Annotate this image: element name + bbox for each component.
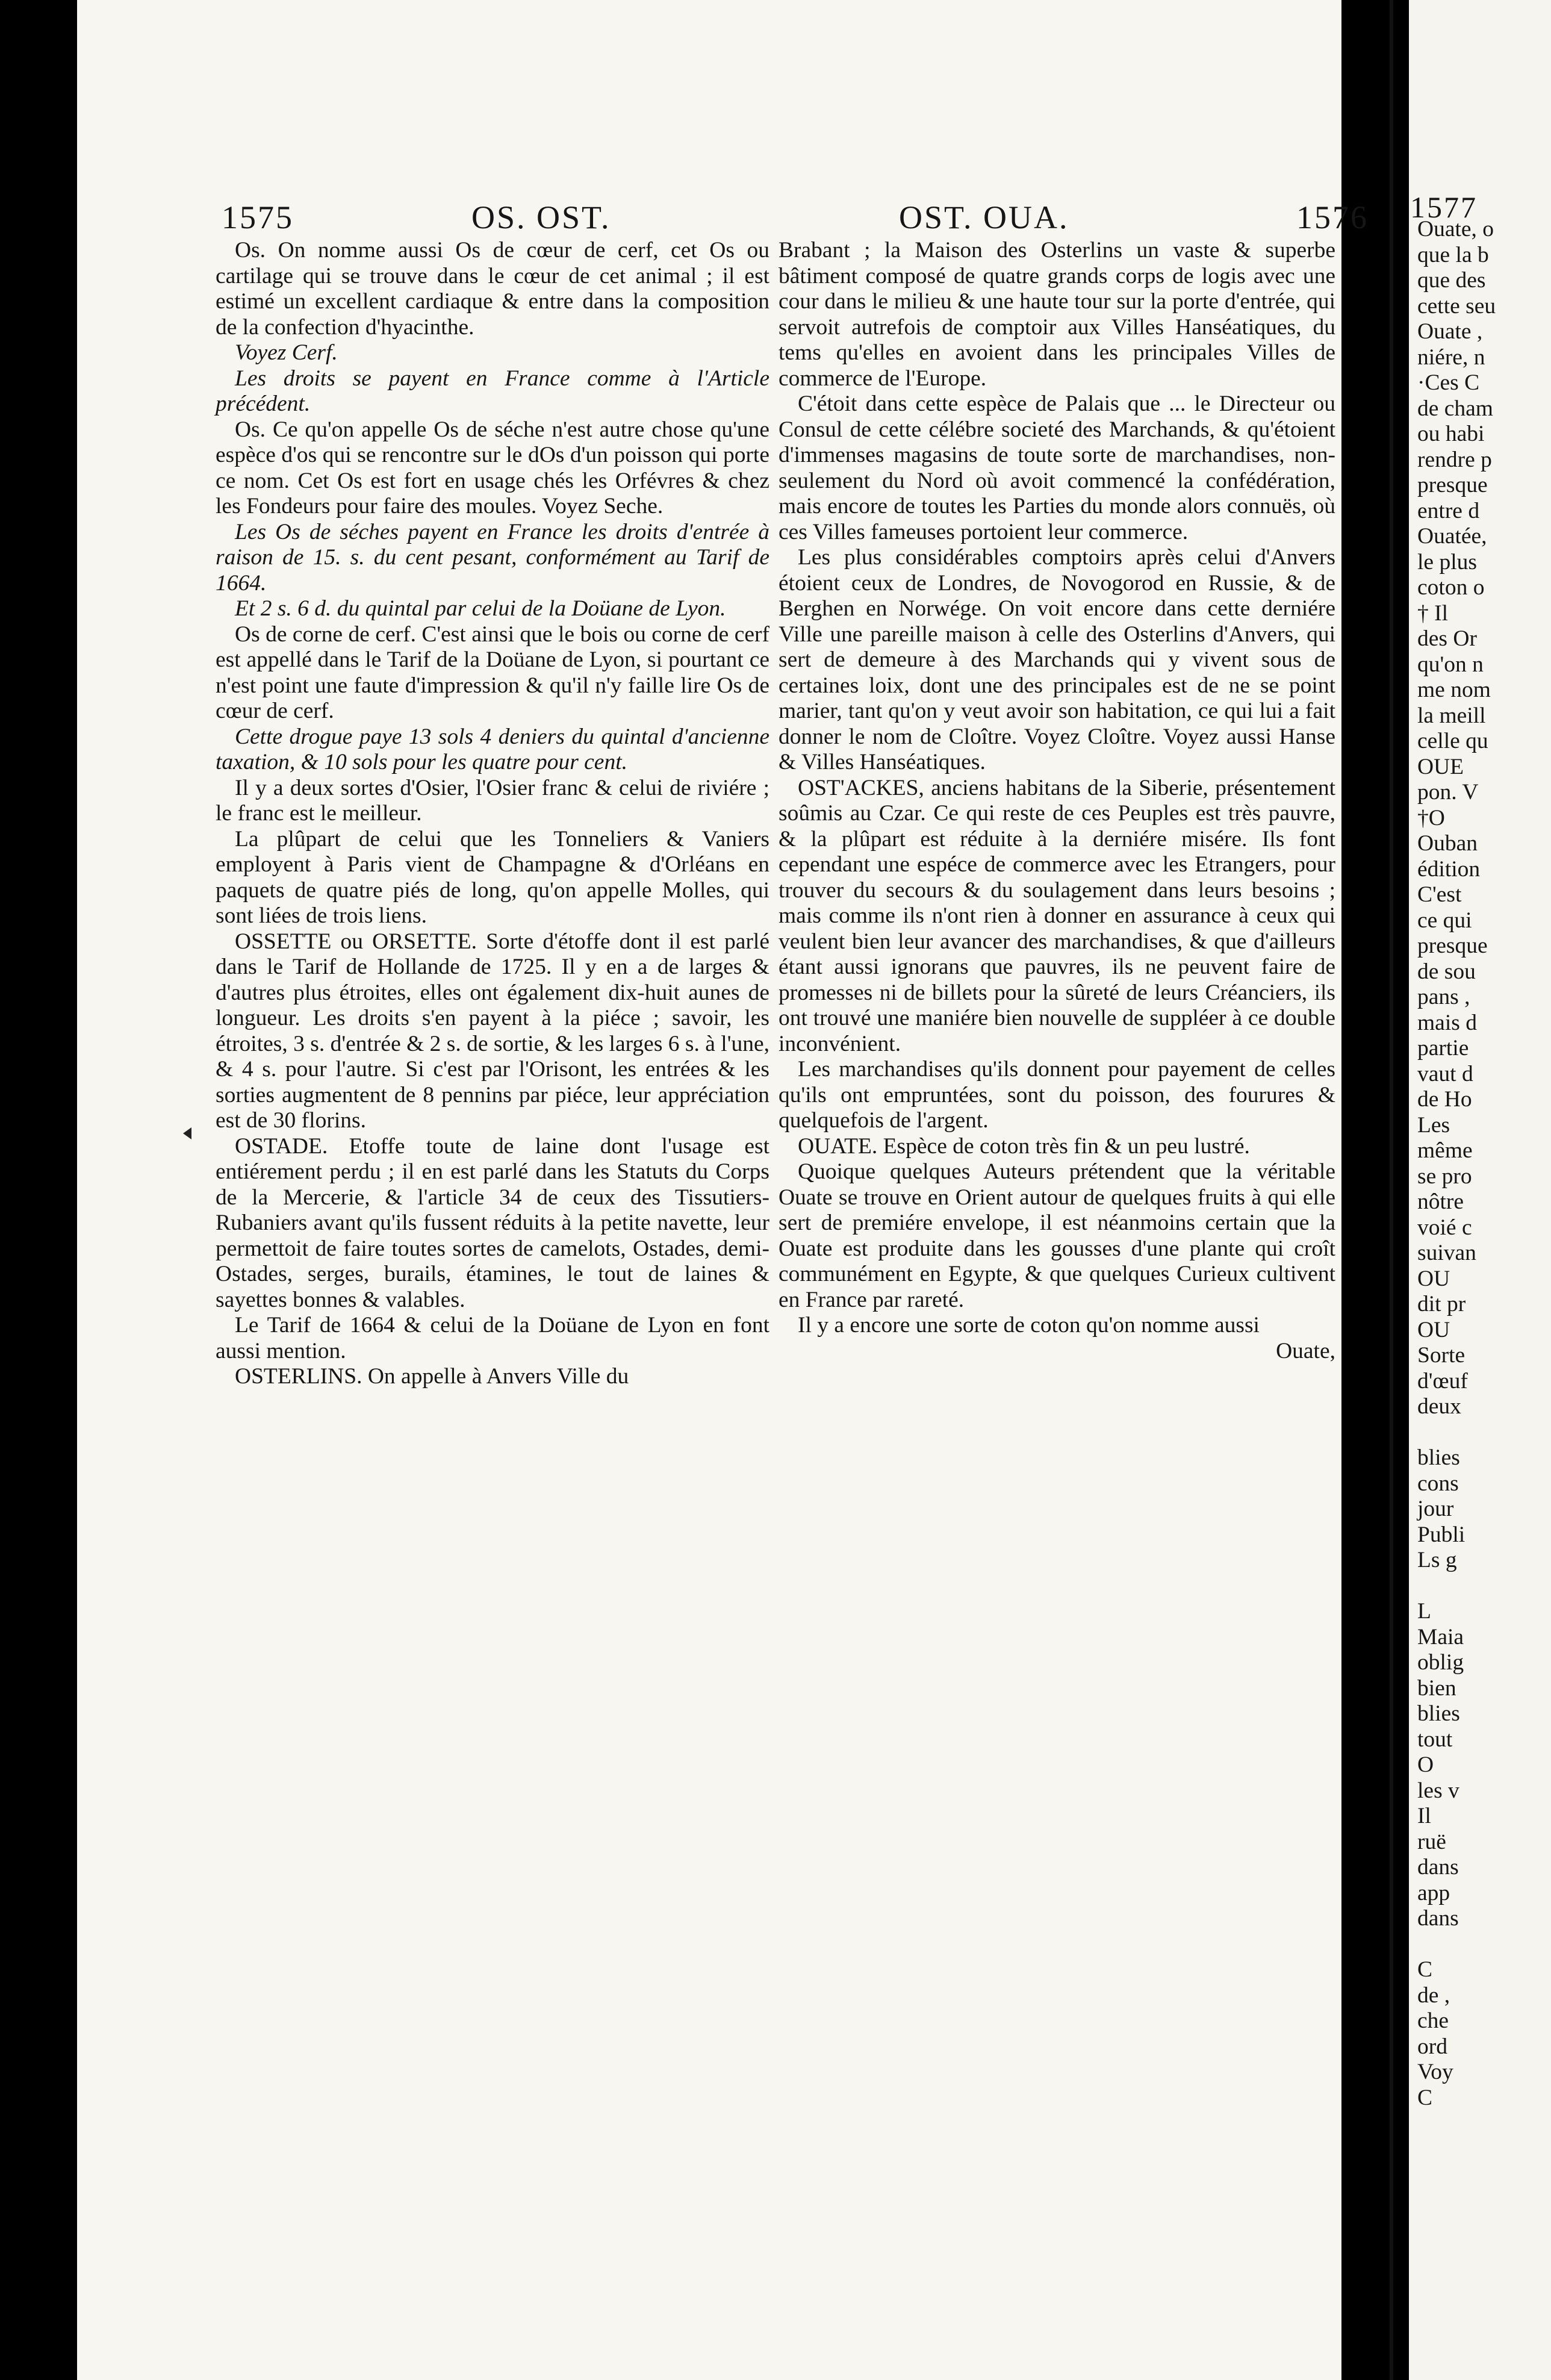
fragment-line: de sou — [1417, 959, 1476, 984]
entry-paragraph: OSSETTE ou ORSETTE. Sorte d'étoffe dont il est parlé dans le Tarif de Hollande de 1725. Il y en a de larges & d'autres plus étroites, elles ont également dix-huit aunes de longueur. Les droits s'en payent à la piéce ; savoir, les étroites, 3 s. d'entrée & 2 s. de sortie, & les larges 6 s. à l'une, & 4 s. pour l'autre. Si c'est par l'Orisont, les entrées & les sorties augmentent de 8 pennins par piéce, leur appréciation est de 30 florins. — [216, 929, 769, 1133]
fragment-line: suivan — [1417, 1241, 1476, 1265]
entry-paragraph: Il y a encore une sorte de coton qu'on nomme aussi — [798, 1313, 1260, 1338]
fragment-line: mais d — [1417, 1010, 1477, 1035]
fragment-line: se pro — [1417, 1164, 1472, 1189]
fragment-line: bien — [1417, 1675, 1456, 1701]
fragment-line: dans — [1417, 1906, 1459, 1931]
fragment-line: pans , — [1417, 985, 1470, 1009]
fragment-line: ·Ces C — [1417, 370, 1480, 395]
fragment-line: cons — [1417, 1471, 1459, 1496]
cross-reference: Voyez Cerf. — [235, 340, 338, 365]
fragment-line: Sorte — [1417, 1343, 1466, 1368]
fragment-line: O — [1417, 1752, 1434, 1777]
fragment-lines — [1417, 217, 1538, 2111]
entry-paragraph: OSTERLINS. On appelle à Anvers Ville du — [235, 1364, 629, 1389]
fragment-line: † Il — [1417, 600, 1449, 626]
catchword: Ouate, — [1276, 1338, 1335, 1363]
fragment-line: blies — [1417, 1701, 1460, 1726]
entry-paragraph: OSTADE. Etoffe toute de laine dont l'usage est entiérement perdu ; il en est parlé dans les Statuts du Corps de la Mercerie, & l'article 34 de ceux des Tissutiers-Rubaniers avant qu'ils fussent réduits à la petite navette, leur permettoit de faire toutes sortes de camelots, Ostades, demi-Ostades, serges, burails, étamines, le tout de laines & sayettes bonnes & valables. — [216, 1133, 769, 1312]
entry-paragraph: La plûpart de celui que les Tonneliers & Vaniers employent à Paris vient de Champagne & d'Orléans en paquets de quatre piés de long, qu'on appelle Molles, qui sont liées de trois liens. — [216, 826, 769, 928]
fragment-line: de Ho — [1417, 1087, 1472, 1112]
fragment-line: celle qu — [1417, 729, 1488, 753]
fragment-line: Voy — [1417, 2060, 1453, 2084]
fragment-line: blies — [1417, 1445, 1460, 1470]
left-page-number: 1575 — [222, 199, 294, 235]
fragment-line: ord — [1417, 2034, 1447, 2059]
fragment-line: che — [1417, 2008, 1449, 2033]
fragment-line: des Or — [1417, 626, 1477, 651]
fragment-line — [1417, 1932, 1538, 1958]
entry-paragraph: C'étoit dans cette espèce de Palais que ... le Directeur ou Consul de cette célébre societé des Marchands, & qu'étoient d'immenses magasins de toute sorte de marchandises, non-seulement du Nord où avoit commencé la confédération, mais encore de toutes les Parties du monde alors connuës, où ces Villes fameuses portoient leur commerce. — [779, 391, 1335, 544]
fragment-line: Ouban — [1417, 831, 1478, 856]
fragment-line: C'est — [1417, 882, 1462, 907]
fragment-line: Ouatée, — [1417, 524, 1487, 549]
fragment-line: vaut d — [1417, 1061, 1473, 1086]
fragment-line: tout — [1417, 1727, 1453, 1752]
fragment-line: OU — [1417, 1266, 1450, 1291]
duty-note: Cette drogue paye 13 sols 4 deniers du quintal d'ancienne taxation, & 10 sols pour les quatre pour cent. — [216, 724, 769, 774]
book-page — [77, 0, 1369, 2380]
entry-paragraph: Os. Ce qu'on appelle Os de séche n'est autre chose qu'une espèce d'os qui se rencontre sur le dOs d'un poisson qui porte ce nom. Cet Os est fort en usage chés les Orfévres & chez les Fondeurs pour faire des moules. Voyez Seche. — [216, 417, 769, 519]
fragment-line: les v — [1417, 1778, 1459, 1803]
right-column — [779, 238, 1335, 1364]
entry-paragraph: OST'ACKES, anciens habitans de la Siberie, présentement soûmis au Czar. Ce qui reste de ces Peuples est très pauvre, & la plûpart est réduite à la derniére misére. Ils font cependant une espéce de commerce avec les Etrangers, pour trouver du secours & du soulagement dans leurs besoins ; mais comme ils n'ont rien à donner en assurance à ceux qui veulent bien leur avancer des marchandises, & que d'ailleurs étant aussi ignorans que pauvres, ils ne peuvent faire de promesses ni de billets pour la sûreté de leurs Créanciers, ils ont trouvé une maniére bien nouvelle de suppléer à ce double inconvénient. — [779, 775, 1335, 1056]
fragment-line: nôtre — [1417, 1189, 1464, 1214]
entry-paragraph: Os. On nomme aussi Os de cœur de cerf, cet Os ou cartilage qui se trouve dans le cœur de cet animal ; il est estimé un excellent cardiaque & entre dans la composition de la confection d'hyacinthe. — [216, 238, 769, 340]
entry-paragraph: Quoique quelques Auteurs prétendent que la véritable Ouate se trouve en Orient autour de quelques fruits à qui elle sert de premiére envelope, il est néanmoins certain que la Ouate est produite dans les gousses d'une plante qui croît communément en Egypte, & que quelques Curieux cultivent en France par rareté. — [779, 1159, 1335, 1312]
fragment-line: que des — [1417, 268, 1486, 293]
fragment-line: jour — [1417, 1497, 1454, 1521]
left-column — [216, 238, 769, 1390]
fragment-line: niére, n — [1417, 344, 1485, 370]
fragment-line: d'œuf — [1417, 1368, 1468, 1394]
fragment-line: me nom — [1417, 678, 1491, 702]
fragment-line: qu'on n — [1417, 652, 1484, 677]
entry-paragraph: Les marchandises qu'ils donnent pour payement de celles qu'ils ont empruntées, sont du poisson, des fourures & quelquefois de l'argent. — [779, 1057, 1335, 1133]
fragment-line: ruë — [1417, 1829, 1446, 1854]
fragment-line: le plus — [1417, 549, 1477, 575]
next-page-fragment — [1409, 0, 1551, 2380]
fragment-line: que la b — [1417, 242, 1489, 267]
fragment-line: entre d — [1417, 498, 1480, 523]
fragment-line: C — [1417, 1957, 1433, 1982]
entry-paragraph: Le Tarif de 1664 & celui de la Doüane de Lyon en font aussi mention. — [216, 1313, 769, 1363]
fragment-line: de , — [1417, 1983, 1450, 2008]
entry-paragraph: Brabant ; la Maison des Osterlins un vaste & superbe bâtiment composé de quatre grands corps de logis avec une cour dans le milieu & une haute tour sur la porte d'entrée, qui servoit autrefois de comptoir aux Villes Hanséatiques, du tems qu'elles en avoient dans les principales Villes de commerce de l'Europe. — [779, 238, 1335, 391]
fragment-line: deux — [1417, 1394, 1461, 1419]
fragment-line: C — [1417, 2085, 1433, 2110]
duty-note: Les droits se payent en France comme à l'Article précédent. — [216, 366, 769, 416]
next-page-number: 1577 — [1410, 190, 1478, 224]
fragment-line: OU — [1417, 1317, 1450, 1342]
entry-paragraph: OUATE. Espèce de coton très fin & un peu lustré. — [798, 1133, 1250, 1159]
fragment-line: Ouate , — [1417, 319, 1483, 344]
left-running-head: OS. OST. — [471, 199, 611, 235]
fragment-line: édition — [1417, 856, 1481, 882]
fragment-line: Maia — [1417, 1624, 1464, 1649]
right-running-head: OST. OUA. — [899, 199, 1069, 235]
fragment-line: Ls g — [1417, 1548, 1457, 1572]
fragment-line: ce qui — [1417, 908, 1472, 933]
fragment-line: L — [1417, 1599, 1431, 1624]
fragment-line: cette seu — [1417, 293, 1496, 319]
fragment-line: presque — [1417, 473, 1488, 497]
fragment-line — [1417, 1420, 1538, 1446]
duty-note: Les Os de séches payent en France les droits d'entrée à raison de 15. s. du cent pesant, conformément au Tarif de 1664. — [216, 519, 769, 596]
fragment-line — [1417, 1574, 1538, 1600]
gutter — [1390, 0, 1393, 2380]
duty-note: Et 2 s. 6 d. du quintal par celui de la Doüane de Lyon. — [235, 596, 726, 621]
fragment-line: OUE — [1417, 754, 1464, 779]
fragment-line: dit pr — [1417, 1292, 1466, 1316]
fragment-line: Ouate, o — [1417, 217, 1494, 241]
fragment-line: Publi — [1417, 1522, 1466, 1547]
fragment-line: dans — [1417, 1855, 1459, 1880]
right-page-number: 1576 — [1296, 199, 1369, 235]
fragment-line: Les — [1417, 1112, 1450, 1138]
entry-paragraph: Les plus considérables comptoirs après celui d'Anvers étoient ceux de Londres, de Novogorod en Russie, & de Berghen en Norwége. On voit encore dans cette derniére Ville une pareille maison à celle des Osterlins d'Anvers, qui sert de demeure à des Marchands qui y vivent sous de certaines loix, dont une des principales est de ne se point marier, tant qu'on y veut avoir son habitation, ce qui lui a fait donner le nom de Cloître. Voyez Cloître. Voyez aussi Hanse & Villes Hanséatiques. — [779, 545, 1335, 774]
fragment-line: partie — [1417, 1036, 1469, 1061]
fragment-line: rendre p — [1417, 447, 1492, 472]
fragment-line: †O — [1417, 805, 1445, 830]
fragment-line: oblig — [1417, 1650, 1464, 1675]
fragment-line: même — [1417, 1138, 1473, 1163]
entry-paragraph: Os de corne de cerf. C'est ainsi que le bois ou corne de cerf est appellé dans le Tarif de la Doüane de Lyon, si pourtant ce n'est point une faute d'impression & qu'il n'y faille lire Os de cœur de cerf. — [216, 621, 769, 723]
margin-mark — [183, 1127, 191, 1139]
fragment-line: coton o — [1417, 575, 1485, 600]
fragment-line: ou habi — [1417, 422, 1485, 446]
fragment-line: pon. V — [1417, 780, 1479, 805]
fragment-line: la meill — [1417, 703, 1486, 728]
fragment-line: voié c — [1417, 1215, 1472, 1240]
fragment-line: de cham — [1417, 396, 1493, 421]
fragment-line: Il — [1417, 1804, 1431, 1828]
fragment-line: presque — [1417, 933, 1488, 958]
entry-paragraph: Il y a deux sortes d'Osier, l'Osier franc & celui de riviére ; le franc est le meilleur. — [216, 775, 769, 826]
fragment-line: app — [1417, 1880, 1450, 1905]
